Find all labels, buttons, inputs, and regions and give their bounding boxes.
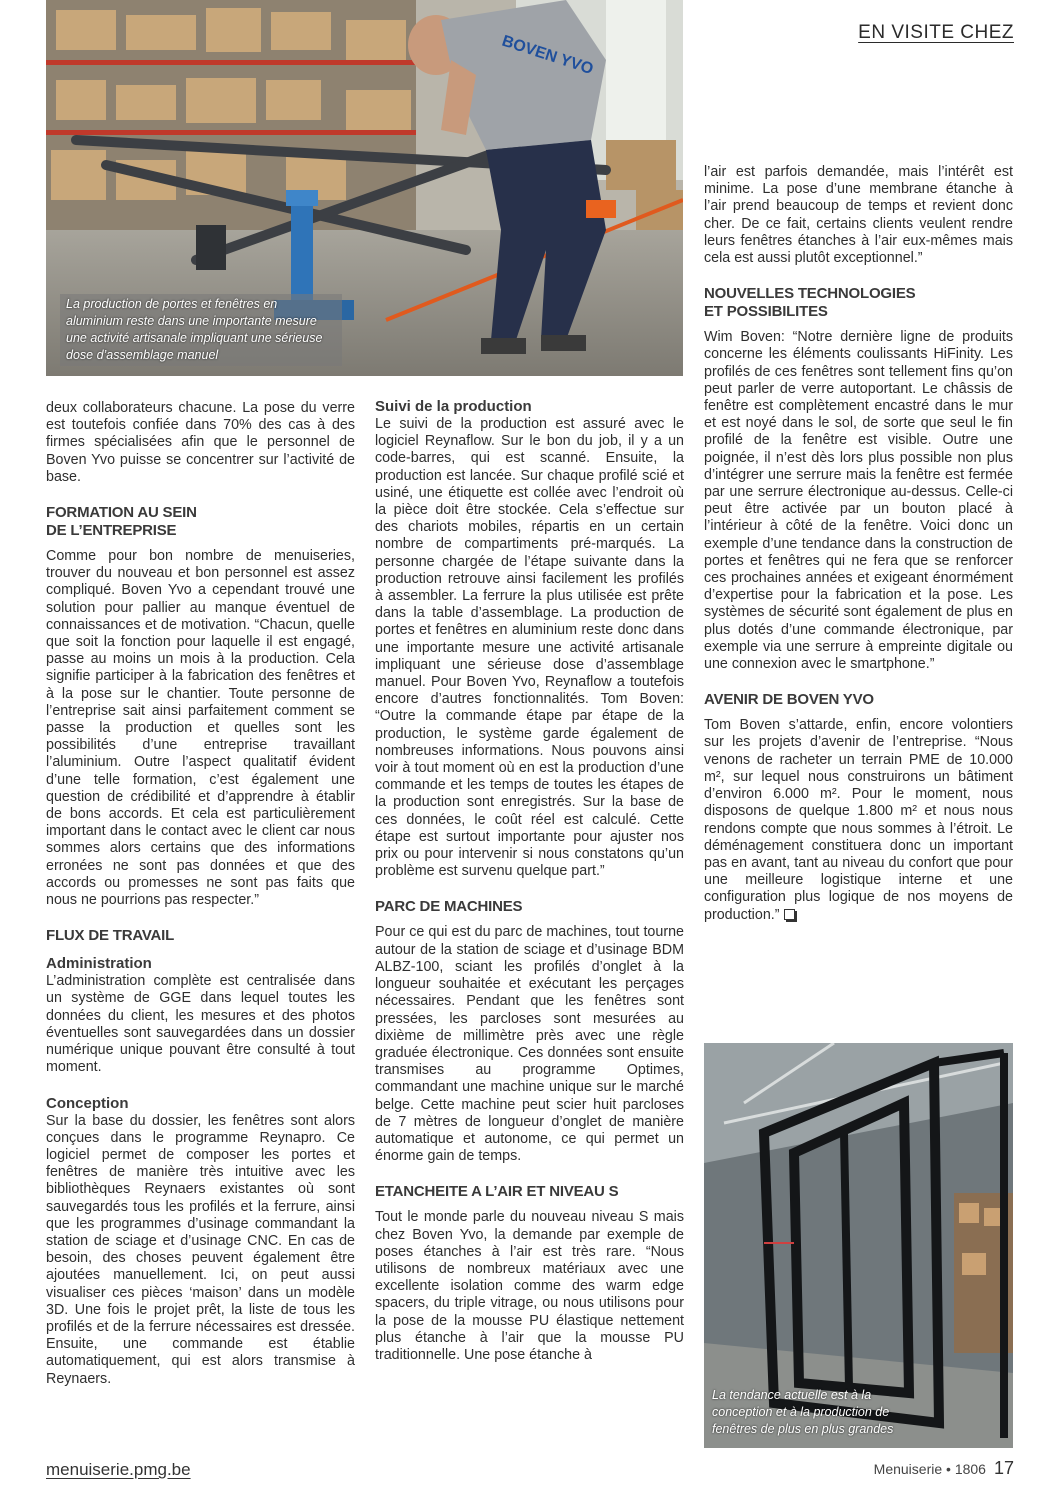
end-of-article-icon (784, 909, 795, 920)
section-tag: EN VISITE CHEZ (858, 22, 1014, 43)
intro-paragraph: deux collaborateurs chacune. La pose du verre est toutefois confiée dans 70% des cas à des firmes spécialisées afin que le personnel de Boven Yvo puisse se concentrer sur l’activité de base. (46, 400, 355, 485)
heading-nouvelles-technologies: NOUVELLES TECHNOLOGIES ET POSSIBILITES (704, 285, 916, 321)
administration-paragraph: L’administration complète est centralisée dans un système de GGE dans lequel toutes les données du client, les mesures et des photos éventuelles sont sauvegardées dans un dossier numérique unique pouvant être consulté à tout moment. (46, 973, 355, 1076)
footer-website-link[interactable]: menuiserie.pmg.be (46, 1460, 191, 1479)
parc-paragraph: Pour ce qui est du parc de machines, tout tourne autour de la station de sciage et d’usinage BDM ALBZ-100, sciant les profilés d’onglet à la longueur souhaitée et exécutant les perçages nécessaires. Pendant que les fenêtres sont pressées, les parcloses sont mesurées au dixième de millimètre près avec une règle graduée électronique. Ces données sont ensuite transmises au programme Optimes, commandant une machine unique sur le marché belge. Cette machine peut scier huit parcloses de 7 mètres de longueur d’onglet de manière automatique et autonome, ce qui permet un énorme gain de temps. (375, 924, 684, 1165)
magazine-issue: Menuiserie • 1806 (873, 1461, 986, 1477)
heading-parc-de-machines: PARC DE MACHINES (375, 898, 523, 916)
heading-avenir: AVENIR DE BOVEN YVO (704, 691, 874, 709)
windows-photo-caption: La tendance actuelle est à la conception et à la production de fenêtres de plus en plus grandes (712, 1388, 894, 1436)
heading-flux-de-travail: FLUX DE TRAVAIL (46, 927, 175, 945)
conception-paragraph: Sur la base du dossier, les fenêtres sont alors conçues dans le programme Reynapro. Ce logiciel permet de composer les portes et fenêtres de manière très intuitive avec les bibliothèques Reynaers existantes où sont sauvegardés tous les profilés et la ferrure, ainsi que les programmes d’usinage commandant la station de sciage et d’usinage CNC. En cas de besoin, des choses peuvent également être ajoutées manuellement. Ici, on peut aussi visualiser ces pièces ‘maison’ dans un modèle 3D. Une fois le projet prêt, la liste de tous les profilés et de la ferrure nécessaires est dressée. Ensuite, une commande est établie automatiquement, qui est alors transmise à Reynaers. (46, 1112, 355, 1387)
avenir-paragraph: Tom Boven s’attarde, enfin, encore volontiers sur les projets d’avenir de l’entreprise. “Nous venons de racheter un terrain PME de 10.000 m², sur lequel nous construirons un bâtiment d’environ 6.000 m². Pour le moment, nous disposons de quelque 1.800 m² et nous nous rendons compte que nous sommes à l’étroit. Le déménagement constituera donc un important pas en avant, tant au niveau du confort que pour une meilleure logistique interne et une configuration plus logique de nos moyens de production.” (704, 717, 1013, 923)
column-2 (375, 398, 684, 1364)
workshop-photo (46, 0, 683, 376)
workshop-photo-caption: La production de portes et fenêtres en aluminium reste dans une importante mesure une activité artisanale impliquant une sérieuse dose d’assemblage manuel (60, 294, 342, 366)
nouvelles-paragraph: Wim Boven: “Notre dernière ligne de produits concerne les éléments coulissants HiFinity. Les profilés de ces fenêtres sont tellement fins qu’on peut parler de verre autoportant. Le châssis de fenêtre est complètement encastré dans le mur et est noyé dans le sol, de sorte que seul le fin profilé de la fenêtre est visible. Outre une poignée, il n’est dès lors plus possible non plus d’intégrer une serrure mais la fenêtre est fermée par une serrure électronique au-dessus. Celle-ci peut être activée par un bouton placé à l’intérieur à côté de la fenêtre. Voici donc un exemple d’une tendance dans la construction de portes et fenêtres qui ne fera que se renforcer ces prochaines années et exigeant énormément d’expertise pour la fabrication et la pose. Les systèmes de sécurité sont également de plus en plus dotés d’une commande électronique, par exemple via une serrure à empreinte digitale ou une connexion avec le smartphone.” (704, 329, 1013, 673)
windows-photo (704, 1043, 1013, 1448)
formation-paragraph: Comme pour bon nombre de menuiseries, trouver du nouveau et bon personnel est assez compliqué. Boven Yvo a cependant trouvé une solution pour pallier au manque éventuel de connaissances et de motivation. “Chacun, quelle que soit la fonction pour laquelle il est engagé, passe au moins un mois à la production. Cela signifie participer à la fabrication des fenêtres et à la pose sur le chantier. Toute personne de l’entreprise sait ainsi parfaitement comment se passe la production et quelles sont les possibilités d’une entreprise travaillant l’aluminium. Outre l’aspect qualitatif évident d’une telle formation, c’est également une question de crédibilité et d’apprendre à établir de bons accords. Et cela est particulièrement important dans le contact avec le client car nous sommes alors certains que des informations erronées ne sont pas données et que des accords ou promesses ne sont pas faits que nous ne pourrions pas respecter.” (46, 548, 355, 909)
column-1 (46, 400, 355, 1388)
etancheite-continued-paragraph: l’air est parfois demandée, mais l’intérêt est minime. La pose d’une membrane étanche à l’air prend beaucoup de temps et revient donc cher. De ce fait, certains clients veulent rendre leurs fenêtres étanches à l’air eux-mêmes mais cela est aussi plutôt exceptionnel.” (704, 164, 1013, 267)
footer-issue-info (874, 1458, 1014, 1479)
subheading-suivi-production: Suivi de la production (375, 398, 532, 415)
heading-formation: FORMATION AU SEIN DE L’ENTREPRISE (46, 504, 197, 540)
subheading-conception: Conception (46, 1094, 129, 1112)
heading-etancheite: ETANCHEITE A L’AIR ET NIVEAU S (375, 1183, 619, 1201)
etancheite-paragraph: Tout le monde parle du nouveau niveau S mais chez Boven Yvo, la demande par exemple de poses étanches à l’air est très rare. “Nous utilisons de nombreux matériaux avec une excellente isolation comme des warm edge spacers, du triple vitrage, ou nous utilisons pour la pose de la mousse PU élastique nettement plus étanche à l’air que la mousse PU traditionnelle. Une pose étanche à (375, 1209, 684, 1363)
svg-text:BOVEN YVO: BOVEN YVO (499, 32, 596, 79)
subheading-administration: Administration (46, 955, 152, 973)
suivi-paragraph: Le suivi de la production est assuré avec le logiciel Reynaflow. Sur le bon du job, il y a un code-barres, qui est scanné. Ensuite, la production est lancée. Sur chaque profilé scié et usiné, une étiquette est collée avec l’endroit où la pièce doit être stockée. Cela s’effectue sur des chariots mobiles, répartis en un certain nombre de compartiments pré-marqués. La personne chargée de l’étape suivante dans la production retrouve ainsi facilement les profilés à assembler. La ferrure la plus utilisée est prête dans la table d’assemblage. La production de portes et fenêtres en aluminium reste donc dans une importante mesure une activité artisanale impliquant une sérieuse dose d’assemblage manuel. Pour Boven Yvo, Reynaflow a toutefois encore d’autres fonctionnalités. Tom Boven: “Outre la commande étape par étape de la production, le système garde également de nombreuses informations. Nous pouvons ainsi voir à tout moment où en est la production d’une commande et les temps de toutes les étapes de la production sont enregistrés. Sur la base de ces données, le coût réel est calculé. Cette étape est surtout importante pour ajuster nos prix ou pour intervenir si nous constatons qu’un problème est survenu quelque part.” (375, 416, 684, 880)
page-number: 17 (993, 1458, 1014, 1478)
column-3 (704, 164, 1013, 924)
